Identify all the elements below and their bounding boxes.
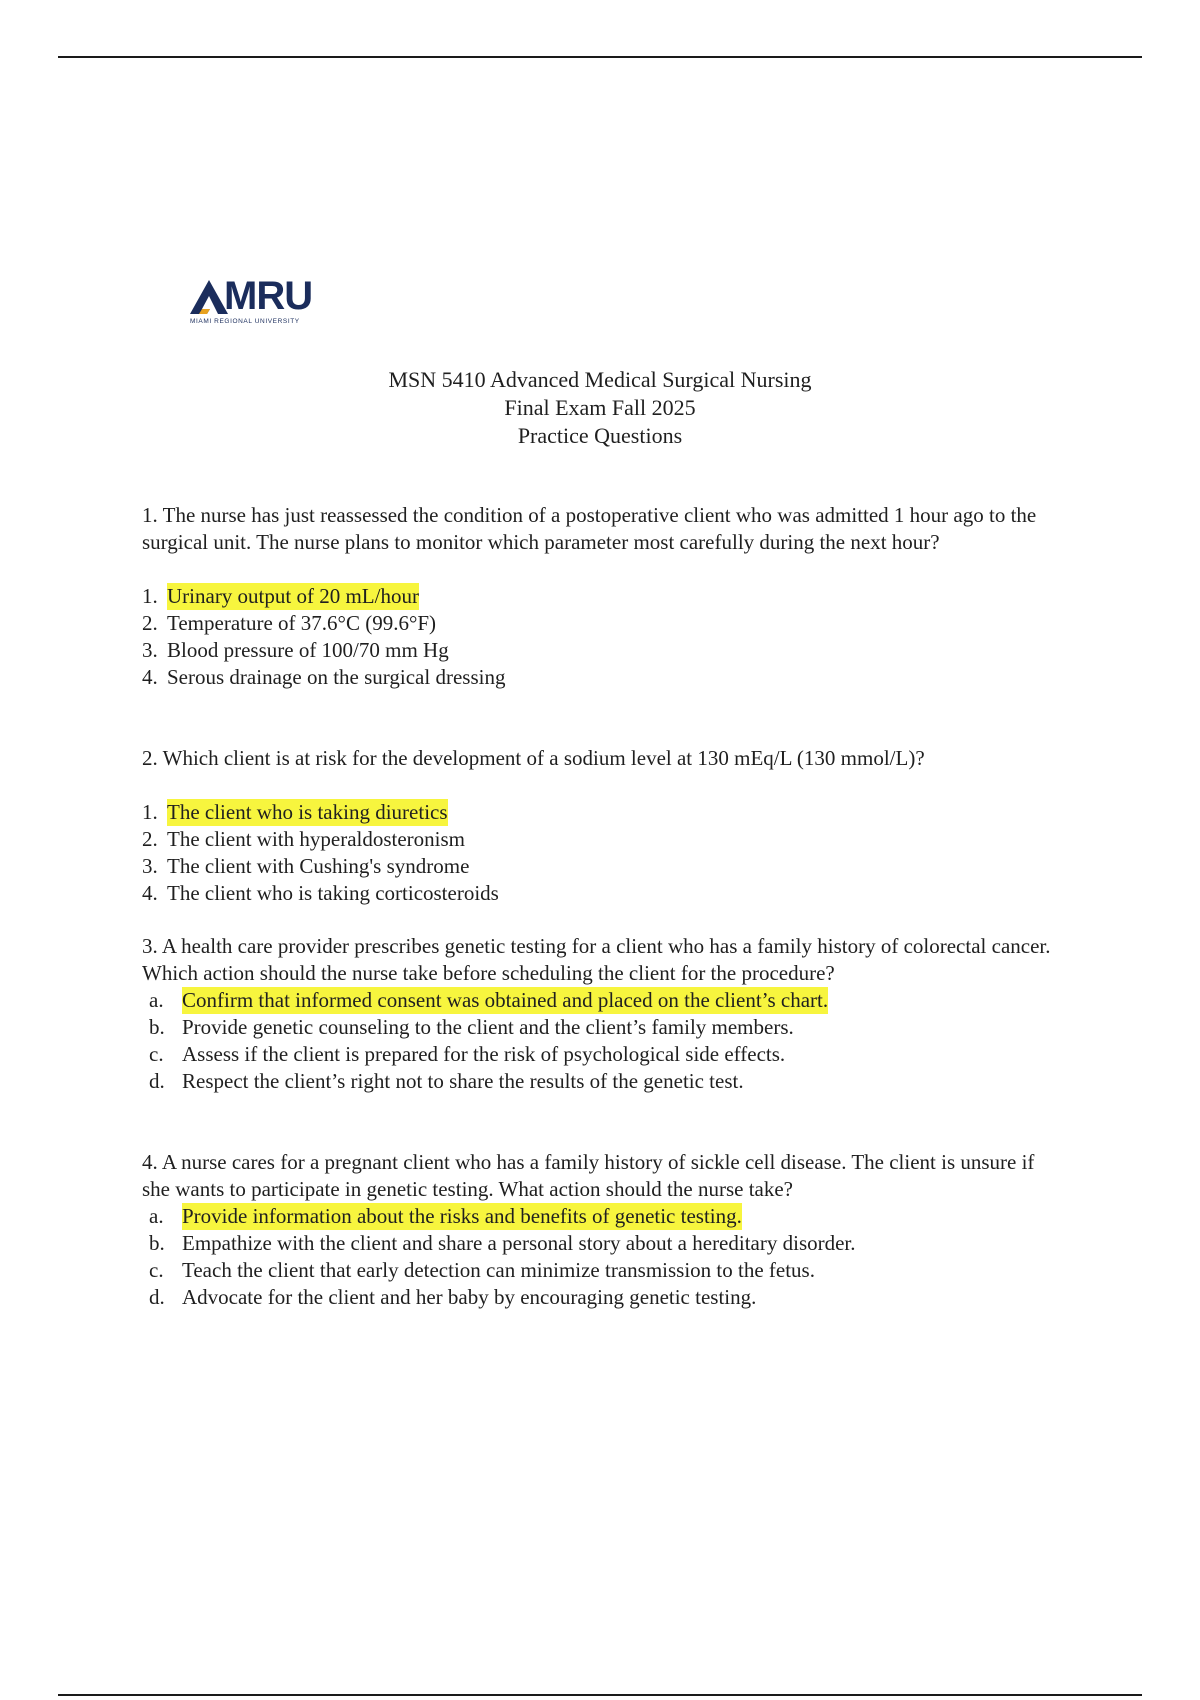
option-item (142, 610, 1062, 637)
option-item (142, 1068, 1062, 1095)
option-label: 1. (142, 584, 158, 608)
option-label: 1. (142, 800, 158, 824)
option-label: 2. (142, 611, 158, 635)
option-label: b. (149, 1231, 165, 1255)
answer-options (142, 1203, 1062, 1311)
question-3 (142, 933, 1062, 1095)
option-label: 2. (142, 827, 158, 851)
option-item (142, 1014, 1062, 1041)
option-item (142, 664, 1062, 691)
option-text-correct: The client who is taking diuretics (167, 800, 448, 824)
logo-triangle-icon (190, 280, 228, 314)
option-item (142, 1041, 1062, 1068)
option-text: Empathize with the client and share a personal story about a hereditary disorder. (182, 1231, 856, 1255)
option-item (142, 987, 1062, 1014)
answer-options (142, 583, 1062, 691)
option-text: Respect the client’s right not to share the results of the genetic test. (182, 1069, 744, 1093)
logo-subtitle: MIAMI REGIONAL UNIVERSITY (190, 318, 300, 325)
option-text: Advocate for the client and her baby by encouraging genetic testing. (182, 1285, 757, 1309)
questions-section (142, 502, 1062, 1311)
option-label: c. (149, 1042, 164, 1066)
option-label: a. (149, 988, 164, 1012)
option-label: 3. (142, 638, 158, 662)
option-text: The client with hyperaldosteronism (167, 827, 466, 851)
option-item (142, 1203, 1062, 1230)
question-2 (142, 745, 1062, 907)
option-label: a. (149, 1204, 164, 1228)
practice-title: Practice Questions (517, 423, 683, 448)
question-1 (142, 502, 1062, 691)
university-logo (190, 276, 350, 328)
answer-options (142, 987, 1062, 1095)
course-title: MSN 5410 Advanced Medical Surgical Nursing (388, 367, 812, 392)
option-label: d. (149, 1069, 165, 1093)
option-text: The client who is taking corticosteroids (167, 881, 499, 905)
logo-wordmark: MRU (224, 274, 313, 318)
document-title (0, 366, 1200, 450)
option-text: Blood pressure of 100/70 mm Hg (167, 638, 449, 662)
option-label: 3. (142, 854, 158, 878)
option-item (142, 1230, 1062, 1257)
option-text: The client with Cushing's syndrome (167, 854, 470, 878)
option-label: c. (149, 1258, 164, 1282)
option-text-correct: Urinary output of 20 mL/hour (167, 584, 419, 608)
option-text: Provide genetic counseling to the client and the client’s family members. (182, 1015, 794, 1039)
question-4 (142, 1149, 1062, 1311)
exam-title: Final Exam Fall 2025 (504, 395, 696, 420)
top-rule (58, 56, 1142, 58)
option-text: Serous drainage on the surgical dressing (167, 665, 506, 689)
option-item (142, 880, 1062, 907)
question-text: 4. A nurse cares for a pregnant client who has a family history of sickle cell disease. The client is unsure if she wants to participate in genetic testing. What action should the nurse take? (142, 1150, 1035, 1201)
option-text: Temperature of 37.6°C (99.6°F) (167, 611, 437, 635)
option-text-correct: Provide information about the risks and benefits of genetic testing. (182, 1204, 742, 1228)
option-item (142, 826, 1062, 853)
answer-options (142, 799, 1062, 907)
option-item (142, 583, 1062, 610)
question-text: 1. The nurse has just reassessed the condition of a postoperative client who was admitted 1 hour ago to the surgical unit. The nurse plans to monitor which parameter most carefully during the next hour? (142, 503, 1037, 554)
bottom-rule (58, 1694, 1142, 1696)
option-text-correct: Confirm that informed consent was obtained and placed on the client’s chart. (182, 988, 829, 1012)
option-label: b. (149, 1015, 165, 1039)
option-text: Assess if the client is prepared for the risk of psychological side effects. (182, 1042, 786, 1066)
option-item (142, 1257, 1062, 1284)
option-label: 4. (142, 881, 158, 905)
question-text: 2. Which client is at risk for the development of a sodium level at 130 mEq/L (130 mmol/L)? (142, 746, 925, 770)
option-item (142, 853, 1062, 880)
question-text: 3. A health care provider prescribes genetic testing for a client who has a family history of colorectal cancer. Which action should the nurse take before scheduling the client for the procedure? (142, 934, 1051, 985)
option-item (142, 637, 1062, 664)
option-label: d. (149, 1285, 165, 1309)
option-text: Teach the client that early detection can minimize transmission to the fetus. (182, 1258, 815, 1282)
option-label: 4. (142, 665, 158, 689)
option-item (142, 1284, 1062, 1311)
option-item (142, 799, 1062, 826)
